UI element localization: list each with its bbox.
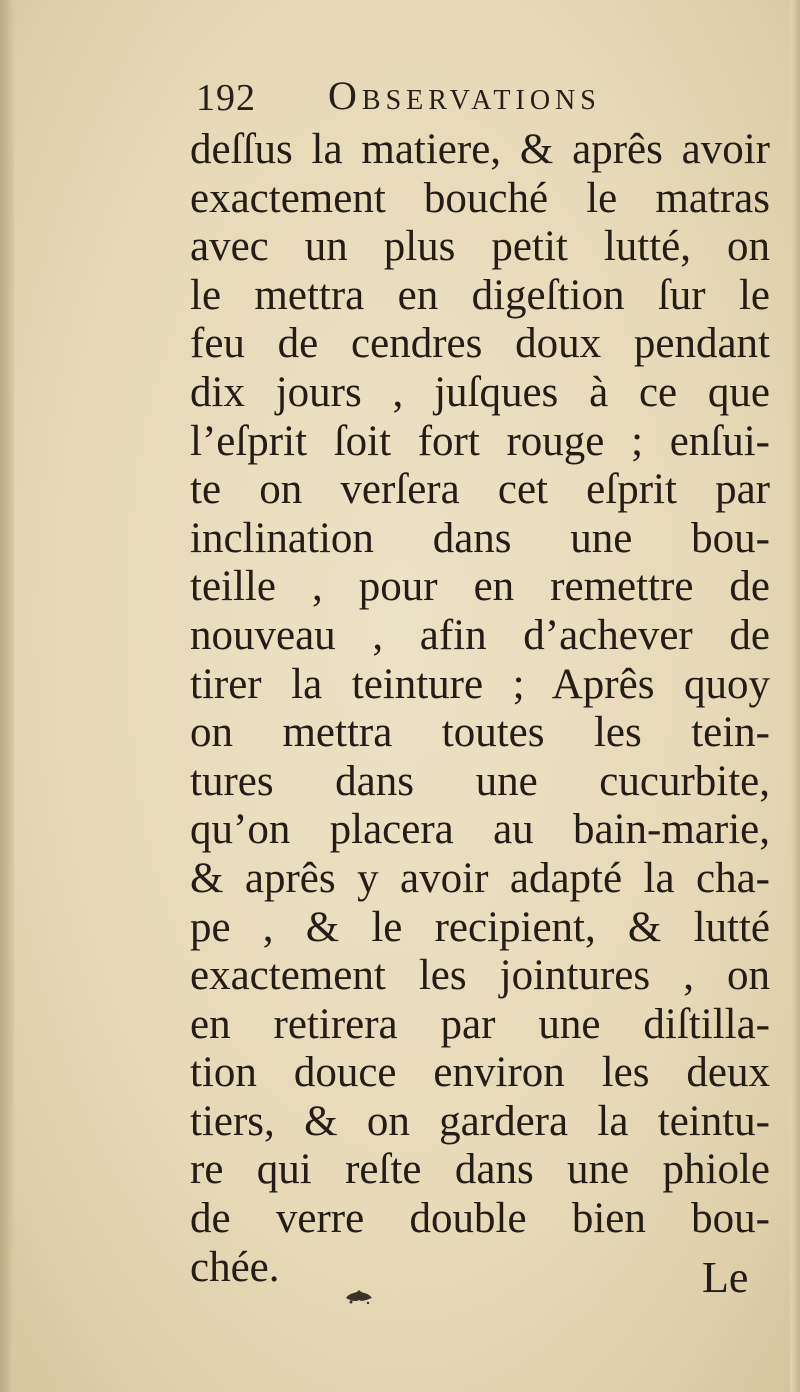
text-line: en retirera par une diſtilla-	[190, 1000, 770, 1048]
text-line: avec un plus petit lutté, on	[190, 223, 770, 271]
body-text	[190, 126, 770, 1292]
page-number: 192	[196, 77, 256, 119]
text-line: tures dans une cucurbite,	[190, 757, 770, 805]
text-line: exactement les jointures , on	[190, 952, 770, 1000]
text-line: tiers, & on gardera la teintu-	[190, 1097, 770, 1145]
text-line: de verre double bien bou-	[190, 1195, 770, 1243]
text-line: feu de cendres doux pendant	[190, 320, 770, 368]
text-line: nouveau , afin d’achever de	[190, 611, 770, 659]
catchword: Le	[702, 1253, 749, 1302]
page-header	[196, 68, 716, 132]
page-edge-right	[790, 0, 800, 1392]
page-edge-left	[0, 0, 14, 1392]
ink-blot-ornament-icon	[342, 1284, 376, 1306]
text-line: qu’on placera au bain-marie,	[190, 806, 770, 854]
text-line: & aprês y avoir adapté la cha-	[190, 854, 770, 902]
text-line: l’eſprit ſoit fort rouge ; enſui-	[190, 417, 770, 465]
text-line: tirer la teinture ; Aprês quoy	[190, 660, 770, 708]
text-line: re qui reſte dans une phiole	[190, 1146, 770, 1194]
text-line: deſſus la matiere, & aprês avoir	[190, 126, 770, 173]
text-line: exactement bouché le matras	[190, 174, 770, 222]
text-line: le mettra en digeſtion ſur le	[190, 271, 770, 319]
running-head: Observations	[328, 73, 601, 118]
text-line: inclination dans une bou-	[190, 514, 770, 562]
text-line: te on verſera cet eſprit par	[190, 466, 770, 514]
text-line: pe , & le recipient, & lutté	[190, 903, 770, 951]
text-line: tion douce environ les deux	[190, 1049, 770, 1097]
text-line: teille , pour en remettre de	[190, 563, 770, 611]
text-line: on mettra toutes les tein-	[190, 709, 770, 757]
text-line: dix jours , juſques à ce que	[190, 368, 770, 416]
text-line: chée.	[190, 1243, 280, 1291]
